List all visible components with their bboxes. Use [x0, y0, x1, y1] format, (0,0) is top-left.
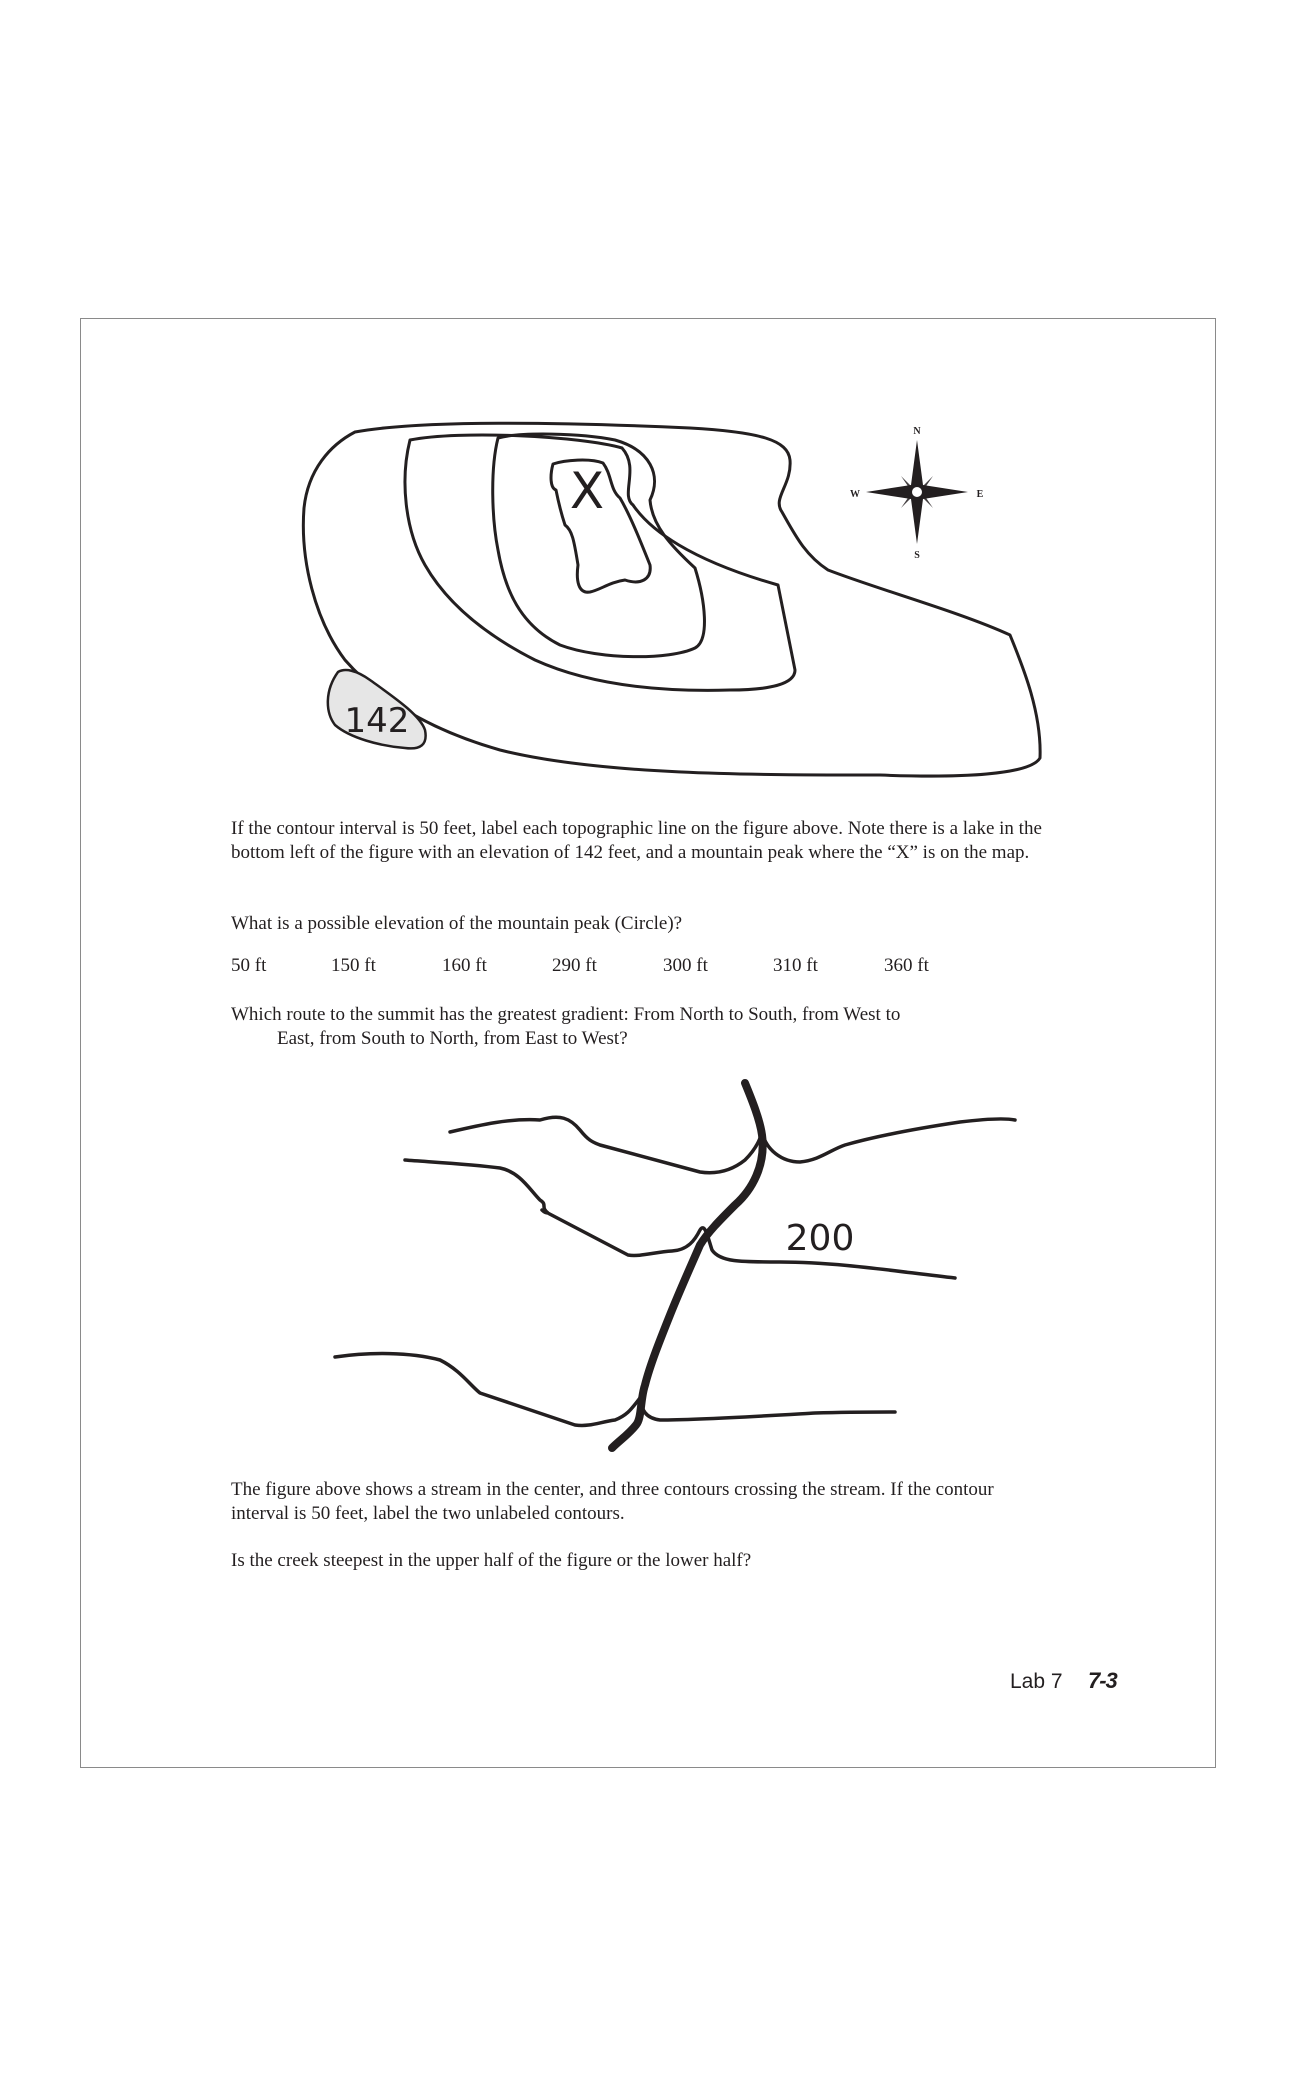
footer-page-number: 7-3 — [1088, 1668, 1117, 1693]
lake-elevation-label: 142 — [344, 701, 410, 741]
choice-option[interactable]: 310 ft — [773, 955, 818, 976]
question2-line1: Which route to the summit has the greatest gradient: From North to South, from West to — [231, 1004, 901, 1025]
choice-option[interactable]: 360 ft — [884, 955, 929, 976]
question1-prompt: What is a possible elevation of the mountain peak (Circle)? — [231, 913, 683, 934]
stream[interactable] — [612, 1083, 763, 1448]
question2-prompt — [231, 1003, 1053, 1051]
question3-instructions: The figure above shows a stream in the center, and three contours crossing the stream. If the contour interval is 50 feet, label the two unlabeled contours. — [231, 1479, 994, 1524]
contour-lower[interactable] — [335, 1354, 895, 1426]
topographic-map-figure — [0, 0, 1290, 800]
compass-rose — [850, 426, 984, 561]
footer-lab-label: Lab 7 — [1010, 1670, 1063, 1693]
compass-north-label: N — [913, 426, 921, 437]
choice-option[interactable]: 290 ft — [552, 955, 597, 976]
contour-middle[interactable] — [405, 1160, 955, 1278]
question3-prompt: Is the creek steepest in the upper half of the figure or the lower half? — [231, 1550, 752, 1571]
peak-label: X — [569, 462, 605, 520]
compass-south-label: S — [914, 550, 920, 561]
choice-option[interactable]: 50 ft — [231, 955, 267, 976]
choice-option[interactable]: 300 ft — [663, 955, 708, 976]
compass-west-label: W — [850, 489, 860, 500]
stream-contour-figure — [0, 1060, 1290, 1470]
choice-option[interactable]: 150 ft — [331, 955, 376, 976]
question1-instructions: If the contour interval is 50 feet, label each topographic line on the figure above. Note there is a lake in the bottom left of the figure with an elevation of 142 feet, and a mountain peak where the “X” is on the map. — [231, 818, 1042, 863]
compass-east-label: E — [976, 489, 984, 500]
contour-200-label: 200 — [785, 1218, 855, 1259]
choice-option[interactable]: 160 ft — [442, 955, 487, 976]
contour-upper[interactable] — [450, 1117, 1015, 1172]
question2-line2: East, from South to North, from East to West? — [277, 1028, 628, 1049]
